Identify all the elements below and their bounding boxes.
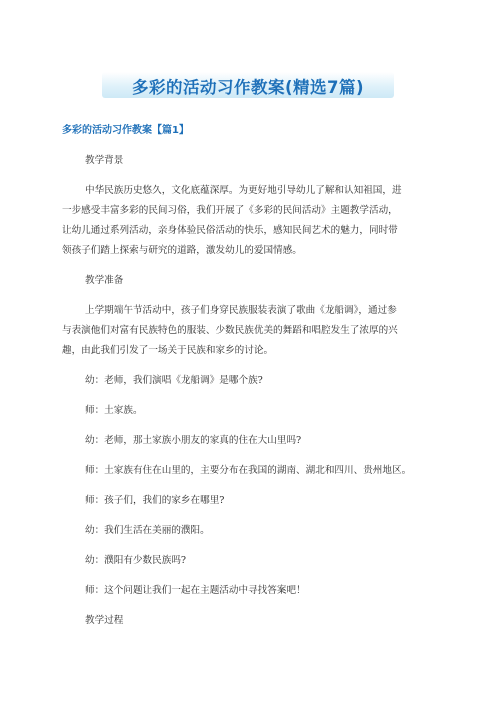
paragraph-line: 中华民族历史悠久，文化底蕴深厚。为更好地引导幼儿了解和认知祖国，进 — [85, 185, 402, 196]
paragraph-line: 让幼儿通过系列活动，亲身体验民俗活动的快乐，感知民间艺术的魅力，同时带 — [62, 225, 398, 236]
dialogue-line: 幼：我们生活在美丽的濮阳。 — [85, 525, 210, 536]
dialogue-line: 幼：濮阳有少数民族吗? — [85, 555, 187, 566]
document-title: 多彩的活动习作教案(精选7篇) — [131, 78, 365, 97]
dialogue-line: 师：这个问题让我们一起在主题活动中寻找答案吧！ — [85, 585, 306, 596]
dialogue-line: 幼：老师，那土家族小朋友的家真的住在大山里吗? — [85, 435, 302, 446]
paragraph-line: 与表演他们对富有民族特色的服装、少数民族优美的舞蹈和唱腔发生了浓厚的兴 — [62, 325, 398, 336]
subheading-background: 教学背景 — [85, 155, 124, 166]
section-heading: 多彩的活动习作教案【篇1】 — [62, 125, 189, 136]
paragraph-line: 领孩子们踏上探索与研究的道路，激发幼儿的爱国情感。 — [62, 245, 302, 256]
dialogue-line: 师：孩子们，我们的家乡在哪里? — [85, 495, 225, 506]
paragraph-line: 趣，由此我们引发了一场关于民族和家乡的讨论。 — [62, 345, 274, 356]
paragraph-line: 一步感受丰富多彩的民间习俗，我们开展了《多彩的民间活动》主题教学活动， — [62, 205, 398, 216]
paragraph-line: 上学期端午节活动中，孩子们身穿民族服装表演了歌曲《龙船调》，通过参 — [85, 305, 397, 316]
dialogue-line: 师：土家族。 — [85, 405, 143, 416]
dialogue-line: 师：土家族有住在山里的，主要分布在我国的湖南、湖北和四川、贵州地区。 — [85, 465, 412, 476]
subheading-process: 教学过程 — [85, 615, 124, 626]
subheading-preparation: 教学准备 — [85, 275, 124, 286]
dialogue-line: 幼：老师，我们演唱《龙船调》是哪个族? — [85, 375, 263, 386]
